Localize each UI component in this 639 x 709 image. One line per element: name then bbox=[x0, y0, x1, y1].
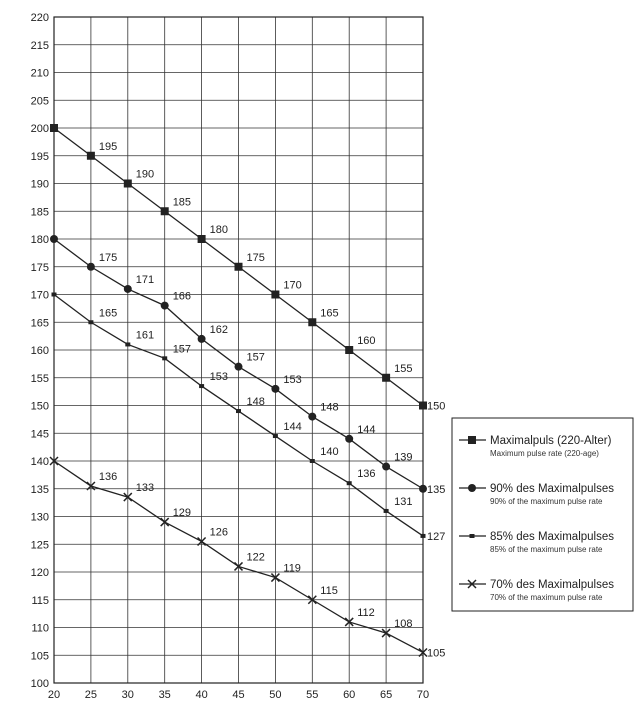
y-tick-label: 205 bbox=[30, 95, 49, 108]
legend-marker bbox=[468, 484, 476, 492]
data-point bbox=[162, 356, 167, 360]
legend-label: 85% des Maximalpulses bbox=[490, 531, 615, 543]
data-point bbox=[198, 335, 206, 343]
data-point bbox=[271, 291, 279, 299]
data-label: 131 bbox=[394, 495, 413, 508]
x-tick-label: 45 bbox=[232, 689, 245, 701]
data-point bbox=[310, 459, 315, 463]
y-tick-label: 210 bbox=[30, 67, 49, 80]
y-tick-label: 105 bbox=[30, 650, 49, 663]
data-point bbox=[308, 318, 316, 326]
data-point bbox=[124, 285, 132, 293]
data-label: 180 bbox=[209, 224, 228, 236]
data-label: 135 bbox=[427, 483, 446, 496]
data-point bbox=[50, 235, 58, 243]
y-tick-label: 135 bbox=[30, 483, 49, 496]
data-label: 165 bbox=[320, 307, 339, 320]
data-label: 195 bbox=[98, 140, 118, 153]
y-tick-label: 195 bbox=[30, 150, 49, 163]
data-point bbox=[345, 346, 353, 354]
x-tick-label: 25 bbox=[84, 689, 98, 701]
data-point bbox=[382, 463, 390, 471]
y-tick-label: 220 bbox=[30, 12, 49, 24]
legend-sublabel: 90% of the maximum pulse rate bbox=[490, 497, 603, 506]
data-point bbox=[87, 152, 95, 160]
data-point bbox=[125, 342, 130, 346]
data-label: 175 bbox=[98, 251, 118, 264]
legend-marker bbox=[468, 436, 476, 444]
data-point bbox=[421, 534, 426, 538]
data-point bbox=[384, 509, 389, 513]
x-tick-label: 70 bbox=[416, 689, 430, 701]
y-tick-label: 170 bbox=[30, 289, 49, 302]
legend-label: 70% des Maximalpulses bbox=[490, 579, 615, 591]
x-tick-label: 20 bbox=[47, 689, 61, 701]
data-label: 112 bbox=[357, 606, 375, 619]
x-tick-label: 60 bbox=[343, 689, 356, 701]
y-tick-label: 215 bbox=[30, 39, 49, 52]
y-tick-label: 130 bbox=[30, 511, 49, 524]
data-label: 108 bbox=[394, 618, 413, 631]
data-point bbox=[347, 481, 352, 485]
legend-sublabel: Maximum pulse rate (220-age) bbox=[490, 449, 599, 458]
axis-tick-labels bbox=[31, 12, 429, 701]
y-tick-label: 140 bbox=[30, 456, 49, 468]
x-tick-label: 65 bbox=[379, 689, 393, 701]
data-point bbox=[52, 293, 57, 297]
y-tick-label: 160 bbox=[30, 345, 49, 357]
grid bbox=[54, 17, 423, 683]
data-label: 165 bbox=[98, 307, 118, 320]
data-point bbox=[124, 180, 132, 188]
data-point bbox=[88, 320, 93, 324]
y-tick-label: 145 bbox=[30, 428, 49, 441]
data-label: 144 bbox=[283, 421, 302, 434]
data-point bbox=[235, 263, 243, 271]
data-label: 140 bbox=[320, 446, 339, 458]
data-label: 139 bbox=[394, 451, 413, 464]
data-point bbox=[236, 409, 241, 413]
data-label: 166 bbox=[172, 290, 192, 303]
data-label: 126 bbox=[209, 526, 228, 539]
data-point bbox=[345, 435, 353, 443]
data-point bbox=[382, 374, 390, 382]
data-point bbox=[50, 124, 58, 132]
data-label: 127 bbox=[427, 530, 446, 543]
x-tick-label: 50 bbox=[269, 689, 282, 701]
data-label: 155 bbox=[394, 362, 413, 375]
data-label: 190 bbox=[135, 168, 155, 181]
y-tick-label: 120 bbox=[30, 567, 49, 579]
data-label: 115 bbox=[320, 584, 338, 597]
data-label: 153 bbox=[209, 371, 228, 384]
data-point bbox=[161, 207, 169, 215]
data-point bbox=[308, 413, 316, 421]
data-point bbox=[198, 235, 206, 243]
x-tick-label: 35 bbox=[158, 689, 171, 701]
data-point bbox=[87, 263, 95, 271]
data-label: 170 bbox=[283, 279, 302, 292]
data-label: 185 bbox=[172, 196, 192, 209]
data-label: 148 bbox=[246, 396, 265, 409]
data-label: 136 bbox=[98, 470, 118, 483]
data-label: 136 bbox=[357, 468, 376, 481]
legend-marker bbox=[470, 534, 475, 538]
legend-label: Maximalpuls (220-Alter) bbox=[490, 435, 612, 447]
data-label: 157 bbox=[246, 351, 265, 364]
data-label: 133 bbox=[135, 482, 155, 495]
legend-sublabel: 70% of the maximum pulse rate bbox=[490, 593, 603, 602]
data-point bbox=[419, 485, 427, 493]
legend bbox=[452, 418, 633, 611]
data-label: 153 bbox=[283, 373, 302, 386]
y-tick-label: 110 bbox=[31, 622, 49, 635]
y-tick-label: 180 bbox=[30, 234, 49, 246]
y-tick-label: 125 bbox=[30, 539, 49, 552]
y-tick-label: 200 bbox=[30, 123, 49, 135]
data-label: 148 bbox=[320, 401, 339, 414]
y-tick-label: 165 bbox=[30, 317, 49, 330]
data-point bbox=[161, 302, 169, 310]
legend-label: 90% des Maximalpulses bbox=[490, 483, 615, 495]
legend-sublabel: 85% of the maximum pulse rate bbox=[490, 545, 603, 554]
data-label: 150 bbox=[427, 400, 446, 413]
x-tick-label: 40 bbox=[195, 689, 208, 701]
y-tick-label: 100 bbox=[30, 678, 49, 690]
data-point bbox=[271, 385, 279, 393]
y-tick-label: 185 bbox=[30, 206, 49, 219]
y-tick-label: 155 bbox=[30, 372, 49, 385]
data-label: 129 bbox=[172, 507, 192, 520]
y-tick-label: 115 bbox=[31, 594, 49, 607]
x-tick-label: 55 bbox=[306, 689, 319, 701]
data-point bbox=[273, 434, 278, 438]
data-label: 105 bbox=[427, 647, 446, 660]
data-point bbox=[235, 363, 243, 371]
data-label: 144 bbox=[357, 423, 376, 436]
y-tick-label: 190 bbox=[30, 178, 49, 191]
data-label: 161 bbox=[135, 329, 155, 342]
data-label: 162 bbox=[209, 323, 228, 336]
y-tick-label: 175 bbox=[30, 261, 49, 274]
data-point bbox=[199, 384, 204, 388]
data-label: 119 bbox=[283, 562, 301, 575]
data-label: 171 bbox=[135, 273, 155, 286]
data-label: 175 bbox=[246, 251, 265, 264]
x-tick-label: 30 bbox=[121, 689, 134, 701]
data-label: 160 bbox=[357, 335, 376, 347]
data-label: 157 bbox=[172, 343, 192, 356]
data-label: 122 bbox=[246, 551, 265, 564]
y-tick-label: 150 bbox=[30, 400, 49, 413]
data-point bbox=[419, 402, 427, 410]
